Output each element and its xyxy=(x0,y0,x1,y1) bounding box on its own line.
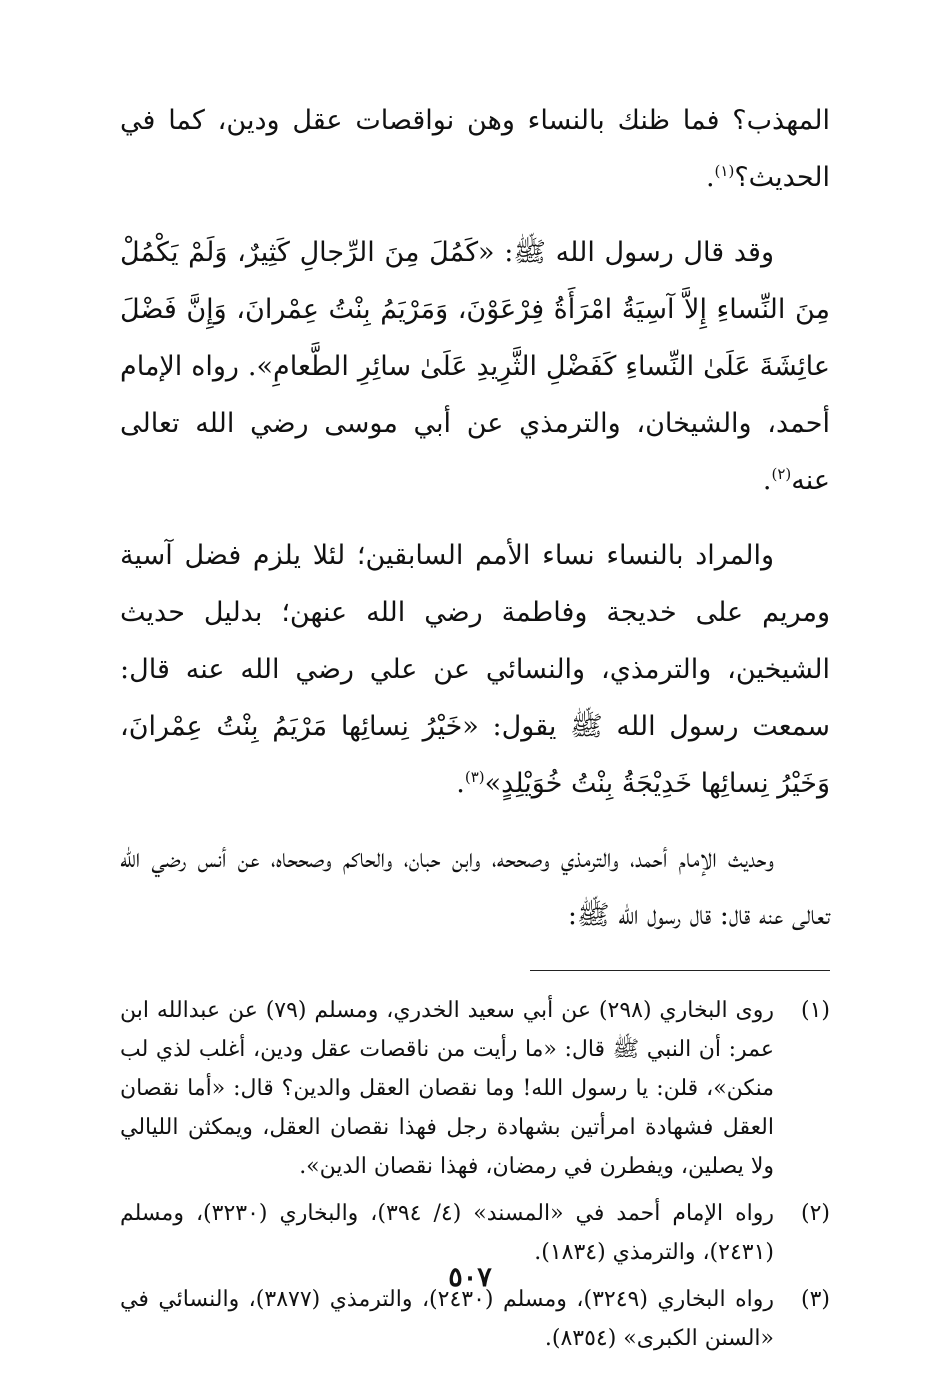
paragraph-1-text: المهذب؟ فما ظنك بالنساء وهن نواقصات عقل ودين، كما في الحديث؟ xyxy=(120,105,830,193)
footnote-ref-3: (٣) xyxy=(464,768,485,786)
footnotes xyxy=(120,991,830,1358)
paragraph-3 xyxy=(120,527,830,812)
footnote-separator-wrap xyxy=(120,962,830,987)
footnote-number: (١) xyxy=(800,998,830,1023)
footnote-text: رواه البخاري (٣٢٤٩)، ومسلم (٢٤٣٠)، والترمذي (٣٨٧٧)، والنسائي في «السنن الكبرى» (٨٣٥٤). xyxy=(120,1287,774,1351)
footnote-text: روى البخاري (٢٩٨) عن أبي سعيد الخدري، ومسلم (٧٩) عن عبدالله ابن عمر: أن النبي ﷺ قال: «ما رأيت من ناقصات عقل ودين، أغلب لذي لب منكن»، قلن: يا رسول الله! وما نقصان العقل والدين؟ قال: «أما نقصان العقل فشهادة امرأتين بشهادة رجل فهذا نقصان العقل، ويمكثن الليالي ولا يصلين، ويفطرن في رمضان، فهذا نقصان الدين». xyxy=(120,998,774,1179)
footnote-number: (٣) xyxy=(800,1287,830,1312)
page-number: ٥٠٧ xyxy=(448,1262,492,1293)
footnote-2 xyxy=(120,1194,830,1272)
footnote-number: (٢) xyxy=(800,1201,830,1226)
footnote-separator xyxy=(530,970,830,971)
paragraph-2 xyxy=(120,224,830,509)
footnote-1 xyxy=(120,991,830,1186)
footnote-ref-1: (١) xyxy=(714,162,735,180)
paragraph-2-end: . xyxy=(762,465,772,496)
paragraph-1 xyxy=(120,92,830,206)
paragraph-2-text: وقد قال رسول الله ﷺ: «كَمُلَ مِنَ الرِّجالِ كَثِيرٌ، وَلَمْ يَكْمُلْ مِنَ النِّساءِ إِلاَّ آسِيَةُ امْرَأَةُ فِرْعَوْنَ، وَمَرْيَمُ بِنْتُ عِمْرانَ، وَإِنَّ فَضْلَ عائِشَةَ عَلَىٰ النِّساءِ كَفَضْلِ الثَّرِيدِ عَلَىٰ سائِرِ الطَّعامِ». رواه الإمام أحمد، والشيخان، والترمذي عن أبي موسى رضي الله تعالى عنه xyxy=(120,237,830,496)
paragraph-4-text: وحديث الإمام أحمد، والترمذي وصححه، وابن حبان، والحاكم وصححاه، عن أنس رضي الله تعالى عنه قال: قال رسول الله ﷺ: xyxy=(120,843,830,931)
main-text xyxy=(120,92,830,944)
paragraph-1-end: . xyxy=(705,162,715,193)
footnote-ref-2: (٢) xyxy=(771,465,792,483)
paragraph-3-end: . xyxy=(456,768,465,799)
paragraph-3-text: والمراد بالنساء نساء الأمم السابقين؛ لئلا يلزم فضل آسية ومريم على خديجة وفاطمة رضي الله عنهن؛ بدليل حديث الشيخين، والترمذي، والنسائي عن علي رضي الله عنه قال: سمعت رسول الله ﷺ يقول: «خَيْرُ نِسائِها مَرْيَمُ بِنْتُ عِمْرانَ، وَخَيْرُ نِسائِها خَدِيْجَةُ بِنْتُ خُوَيْلِدٍ» xyxy=(120,540,830,799)
paragraph-4 xyxy=(120,830,830,944)
footnote-text: رواه الإمام أحمد في «المسند» (٤/ ٣٩٤)، والبخاري (٣٢٣٠)، ومسلم (٢٤٣١)، والترمذي (١٨٣٤). xyxy=(120,1201,774,1265)
